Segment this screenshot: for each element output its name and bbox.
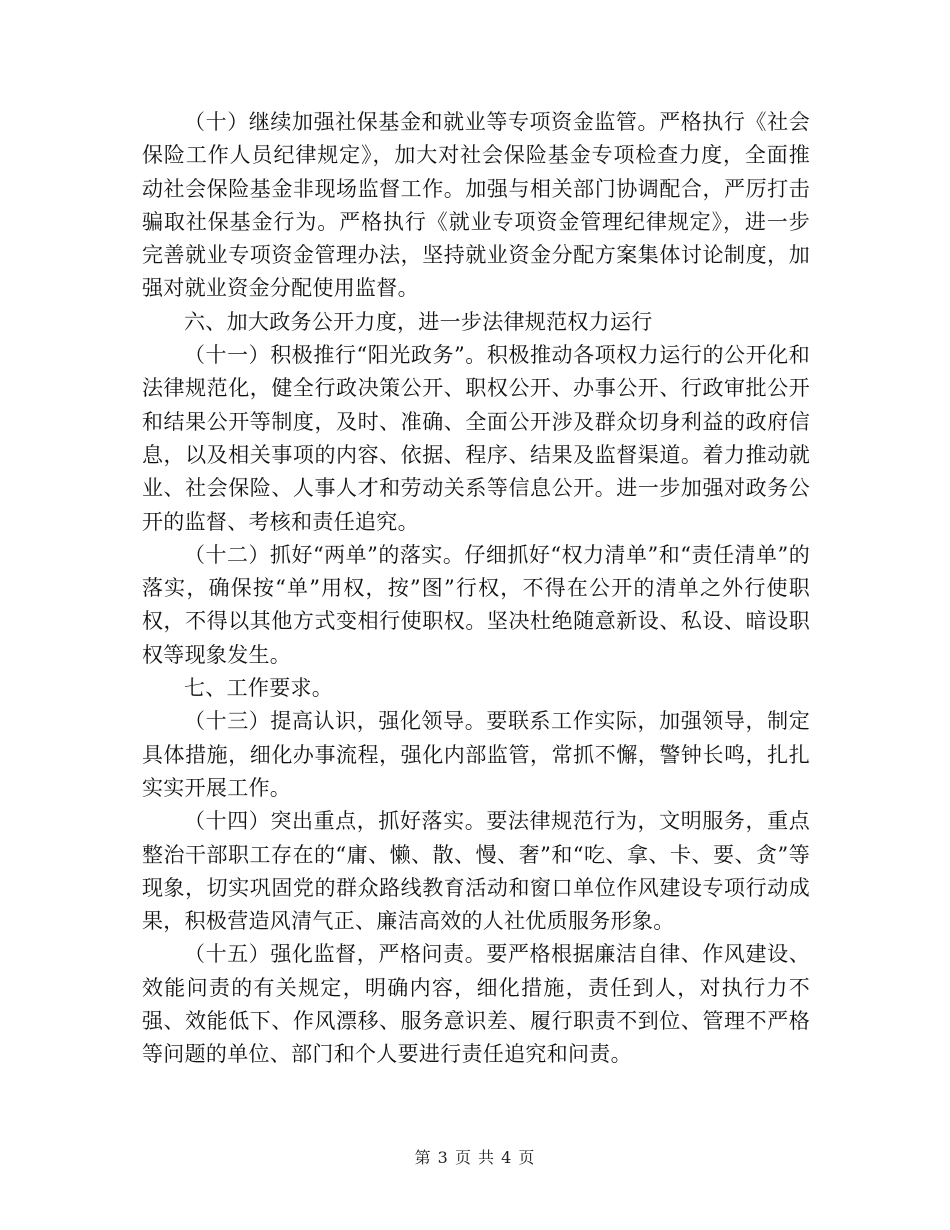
page-number-footer: 第 3 页 共 4 页 (414, 1148, 536, 1167)
paragraph-item-13: （十三）提高认识，强化领导。要联系工作实际，加强领导，制定具体措施，细化办事流程，强化内部监管，常抓不懈，警钟长鸣，扎扎实实开展工作。 (142, 709, 810, 800)
paragraph-item-10: （十）继续加强社保基金和就业等专项资金监管。严格执行《社会保险工作人员纪律规定》，加大对社会保险基金专项检查力度，全面推动社会保险基金非现场监督工作。加强与相关部门协调配合，严厉打击骗取社保基金行为。严格执行《就业专项资金管理纪律规定》，进一步完善就业专项资金管理办法，坚持就业资金分配方案集体讨论制度，加强对就业资金分配使用监督。 (142, 110, 810, 301)
section-heading-7: 七、工作要求。 (184, 676, 334, 701)
paragraph-item-12: （十二）抓好“两单”的落实。仔细抓好“权力清单”和“责任清单”的落实，确保按“单”用权，按”图”行权，不得在公开的清单之外行使职权，不得以其他方式变相行使职权。坚决杜绝随意新设、私设、暗设职权等现象发生。 (142, 542, 810, 667)
section-heading-6: 六、加大政务公开力度，进一步法律规范权力运行 (184, 309, 653, 334)
paragraph-item-11: （十一）积极推行“阳光政务”。积极推动各项权力运行的公开化和法律规范化，健全行政决策公开、职权公开、办事公开、行政审批公开和结果公开等制度，及时、准确、全面公开涉及群众切身利益的政府信息，以及相关事项的内容、依据、程序、结果及监督渠道。着力推动就业、社会保险、人事人才和劳动关系等信息公开。进一步加强对政务公开的监督、考核和责任追究。 (142, 343, 810, 534)
paragraph-item-15: （十五）强化监督，严格问责。要严格根据廉洁自律、作风建设、效能问责的有关规定，明确内容，细化措施，责任到人，对执行力不强、效能低下、作风漂移、服务意识差、履行职责不到位、管理不严格等问题的单位、部门和个人要进行责任追究和问责。 (142, 942, 810, 1067)
paragraph-item-14: （十四）突出重点，抓好落实。要法律规范行为，文明服务，重点整治干部职工存在的“庸、懒、散、慢、奢”和“吃、拿、卡、要、贪”等现象，切实巩固党的群众路线教育活动和窗口单位作风建设专项行动成果，积极营造风清气正、廉洁高效的人社优质服务形象。 (142, 809, 810, 934)
document-body (142, 106, 810, 1072)
